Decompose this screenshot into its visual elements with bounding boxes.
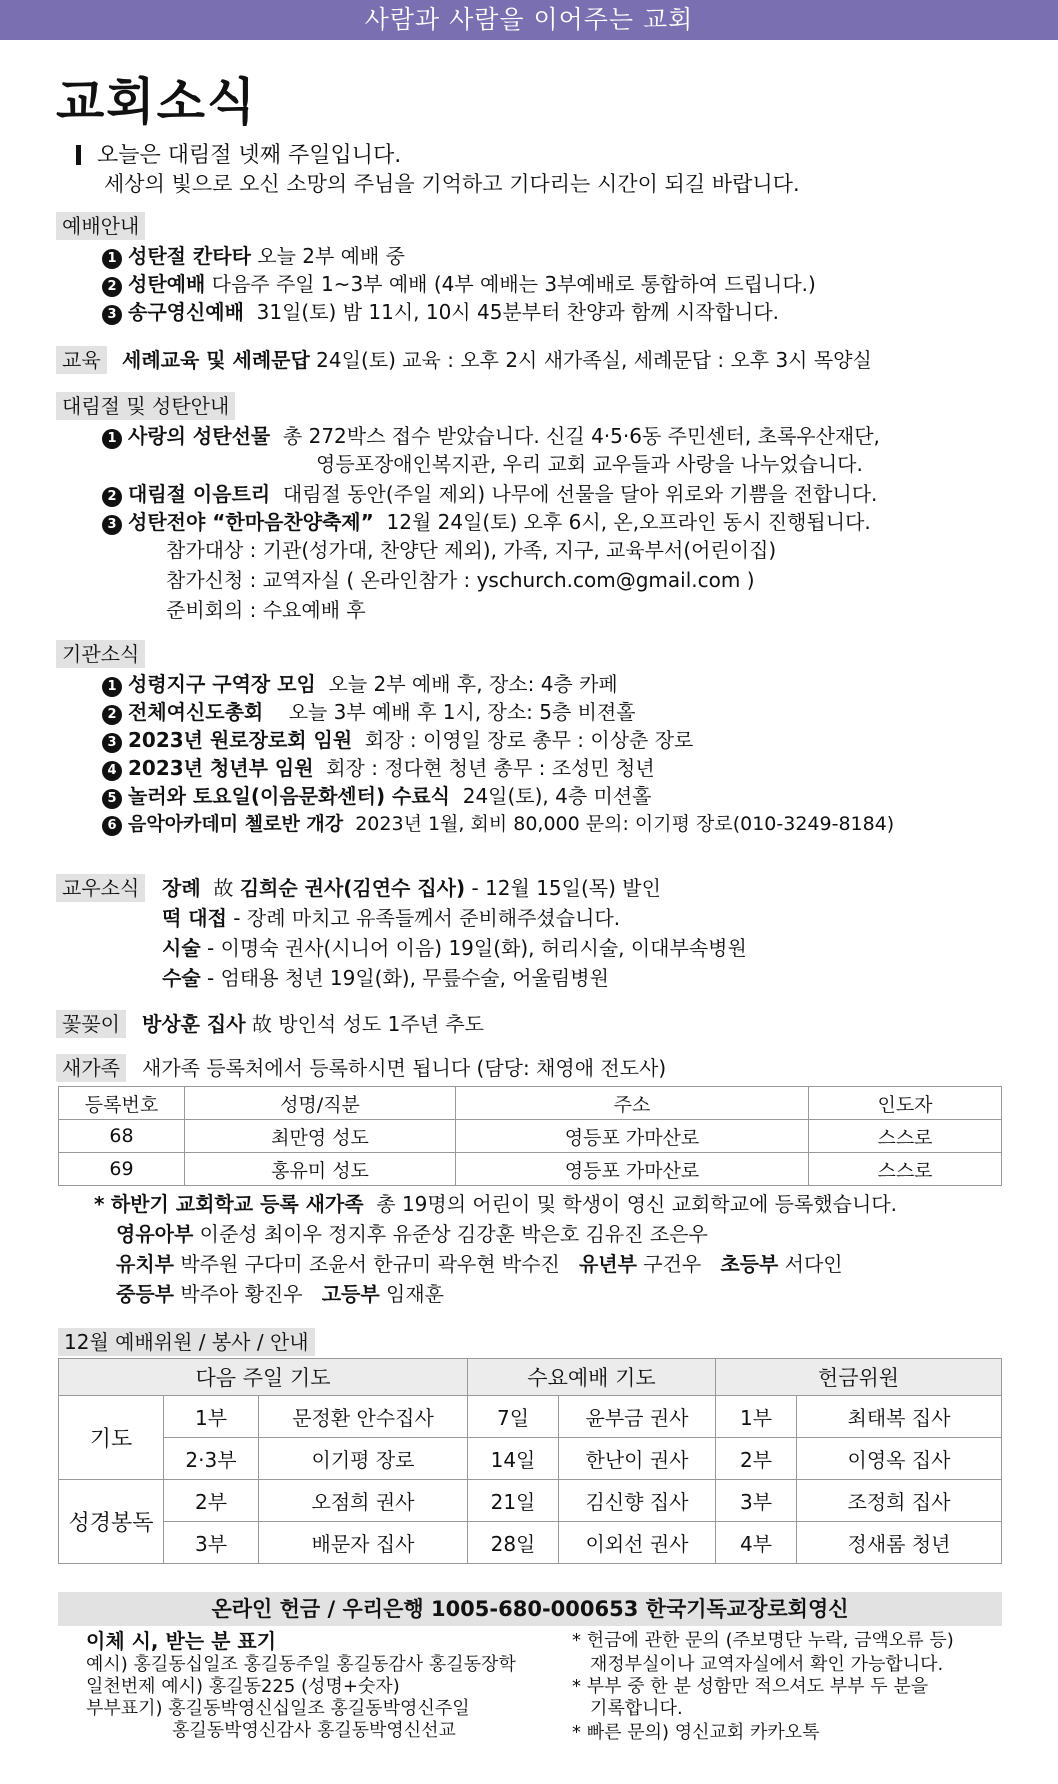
table-cell: 이영옥 집사 [797, 1438, 1002, 1480]
advent-sub: 참가대상 : 기관(성가대, 찬양단 제외), 가족, 지구, 교육부서(어린이집) [166, 538, 777, 562]
table-cell: 2부 [716, 1438, 797, 1480]
number-icon: 5 [102, 789, 122, 809]
bank-right-line: * 헌금에 관한 문의 (주보명단 누락, 금액오류 등) [572, 1630, 954, 1651]
table-cell: 정새롬 청년 [797, 1522, 1002, 1564]
dept-line: 유치부 박주원 구다미 조윤서 한규미 곽우현 박수진 유년부 구건우 초등부 서다인 [116, 1252, 843, 1276]
number-icon: 1 [102, 429, 122, 449]
column-header: 인도자 [809, 1087, 1002, 1120]
table-cell: 최태복 집사 [797, 1396, 1002, 1438]
section-header-worship: 예배안내 [56, 212, 145, 240]
table-cell: 7일 [468, 1396, 559, 1438]
org-item: 2 전체여신도총회 오늘 3부 예배 후 1시, 장소: 5층 비젼홀 [102, 698, 636, 726]
org-item: 6 음악아카데미 첼로반 개강 2023년 1월, 회비 80,000 문의: 이기평 장로(010-3249-8184) [102, 810, 894, 838]
column-header: 수요예배 기도 [468, 1359, 716, 1396]
table-cell: 4부 [716, 1522, 797, 1564]
number-icon: 2 [102, 277, 122, 297]
table-cell: 오점희 권사 [259, 1480, 468, 1522]
table-cell: 2·3부 [164, 1438, 259, 1480]
advent-item: 3 성탄전야 “한마음찬양축제” 12월 24일(토) 오후 6시, 온,오프라인 동시 진행됩니다. [102, 508, 871, 536]
column-header: 헌금위원 [716, 1359, 1002, 1396]
worship-item: 1 성탄절 칸타타 오늘 2부 예배 중 [102, 242, 405, 270]
table-cell: 3부 [716, 1480, 797, 1522]
education-line: 세례교육 및 세례문답 24일(토) 교육 : 오후 2시 새가족실, 세례문답 : 오후 3시 목양실 [122, 348, 872, 372]
table-cell: 28일 [468, 1522, 559, 1564]
table-cell: 영등포 가마산로 [456, 1153, 809, 1186]
column-header: 주소 [456, 1087, 809, 1120]
worship-item: 2 성탄예배 다음주 주일 1~3부 예배 (4부 예배는 3부예배로 통합하여 드립니다.) [102, 270, 816, 298]
intro-text-1: 오늘은 대림절 넷째 주일입니다. [97, 143, 402, 168]
bank-left-line: 홍길동박영신감사 홍길동박영신선교 [172, 1720, 456, 1741]
intro-line [76, 138, 401, 169]
number-icon: 6 [102, 816, 122, 836]
advent-item: 1 사랑의 성탄선물 총 272박스 접수 받았습니다. 신길 4·5·6동 주민센터, 초록우산재단, [102, 422, 880, 450]
bank-left-line: 예시) 홍길동십일조 홍길동주일 홍길동감사 홍길동장학 [86, 1654, 516, 1675]
table-row [59, 1522, 1002, 1564]
table-cell: 3부 [164, 1522, 259, 1564]
org-item: 5 놀러와 토요일(이음문화센터) 수료식 24일(토), 4층 미션홀 [102, 782, 652, 810]
newfamily-note: * 하반기 교회학교 등록 새가족 총 19명의 어린이 및 학생이 영신 교회학교에 등록했습니다. [94, 1192, 897, 1216]
table-cell: 최만영 성도 [185, 1120, 456, 1153]
table-cell: 홍유미 성도 [185, 1153, 456, 1186]
dept-line: 중등부 박주아 황진우 고등부 임재훈 [116, 1282, 444, 1306]
advent-item: 2 대림절 이음트리 대림절 동안(주일 제외) 나무에 선물을 달아 위로와 기쁨을 전합니다. [102, 480, 877, 508]
advent-item-cont: 영등포장애인복지관, 우리 교회 교우들과 사랑을 나누었습니다. [316, 452, 863, 476]
table-cell: 김신향 집사 [559, 1480, 716, 1522]
bank-right-line: 재정부실이나 교역자실에서 확인 가능합니다. [590, 1654, 944, 1675]
number-icon: 1 [102, 677, 122, 697]
section-header-flowers: 꽃꽂이 [56, 1010, 126, 1038]
number-icon: 1 [102, 249, 122, 269]
table-cell: 21일 [468, 1480, 559, 1522]
table-cell: 68 [59, 1120, 185, 1153]
number-icon: 3 [102, 515, 122, 535]
column-header: 성명/직분 [185, 1087, 456, 1120]
number-icon: 2 [102, 705, 122, 725]
members-line: 시술 - 이명숙 권사(시니어 이음) 19일(화), 허리시술, 이대부속병원 [162, 936, 747, 960]
dept-line: 영유아부 이준성 최이우 정지후 유준상 김강훈 박은호 김유진 조은우 [116, 1222, 708, 1246]
org-item: 1 성령지구 구역장 모임 오늘 2부 예배 후, 장소: 4층 카페 [102, 670, 618, 698]
section-header-education: 교육 [56, 346, 107, 374]
table-cell: 조정희 집사 [797, 1480, 1002, 1522]
advent-sub: 참가신청 : 교역자실 ( 온라인참가 : yschurch.com@gmail.com ) [166, 568, 755, 592]
table-cell: 이외선 권사 [559, 1522, 716, 1564]
number-icon: 2 [102, 487, 122, 507]
header-banner: 사람과 사람을 이어주는 교회 [0, 0, 1058, 40]
newfamily-text: 새가족 등록처에서 등록하시면 됩니다 (담당: 채영애 전도사) [142, 1056, 667, 1080]
row-group-label: 성경봉독 [59, 1480, 164, 1564]
section-header-newfamily: 새가족 [56, 1054, 126, 1082]
table-row [59, 1480, 1002, 1522]
table-header-row [59, 1359, 1002, 1396]
page-title: 교회소식 [56, 72, 258, 131]
advent-sub: 준비회의 : 수요예배 후 [166, 598, 366, 622]
bank-right-line: * 빠른 문의) 영신교회 카카오톡 [572, 1722, 820, 1743]
table-cell: 한난이 권사 [559, 1438, 716, 1480]
org-item: 3 2023년 원로장로회 임원 회장 : 이영일 장로 총무 : 이상춘 장로 [102, 726, 693, 754]
table-cell: 윤부금 권사 [559, 1396, 716, 1438]
flowers-line: 방상훈 집사 故 방인석 성도 1주년 추도 [142, 1012, 484, 1036]
table-cell: 2부 [164, 1480, 259, 1522]
members-line: 장례 故 김희순 권사(김연수 집사) - 12월 15일(목) 발인 [162, 876, 661, 900]
bank-left-title: 이체 시, 받는 분 표기 [86, 1629, 277, 1653]
table-cell: 스스로 [809, 1153, 1002, 1186]
worship-item: 3 송구영신예배 31일(토) 밤 11시, 10시 45분부터 찬양과 함께 시작합니다. [102, 298, 779, 326]
number-icon: 3 [102, 733, 122, 753]
bank-right-line: * 부부 중 한 분 성함만 적으셔도 부부 두 분을 [572, 1676, 929, 1697]
table-row [59, 1396, 1002, 1438]
table-cell: 14일 [468, 1438, 559, 1480]
section-header-advent: 대림절 및 성탄안내 [56, 392, 235, 420]
number-icon: 3 [102, 305, 122, 325]
row-group-label: 기도 [59, 1396, 164, 1480]
table-row [59, 1438, 1002, 1480]
org-item: 4 2023년 청년부 임원 회장 : 정다현 청년 총무 : 조성민 청년 [102, 754, 655, 782]
column-header: 다음 주일 기도 [59, 1359, 468, 1396]
section-header-orgs: 기관소식 [56, 640, 145, 668]
table-row [59, 1153, 1002, 1186]
table-cell: 스스로 [809, 1120, 1002, 1153]
table-cell: 이기평 장로 [259, 1438, 468, 1480]
members-line: 수술 - 엄태용 청년 19일(화), 무릎수술, 어울림병원 [162, 966, 609, 990]
table-cell: 1부 [716, 1396, 797, 1438]
bank-left-line: 부부표기) 홍길동박영신십일조 홍길동박영신주일 [86, 1698, 470, 1719]
bank-right-line: 기록합니다. [590, 1698, 683, 1719]
members-line: 떡 대접 - 장례 마치고 유족들께서 준비해주셨습니다. [162, 906, 621, 930]
table-cell: 문정환 안수집사 [259, 1396, 468, 1438]
section-header-members: 교우소식 [56, 874, 145, 902]
section-header-roster: 12월 예배위원 / 봉사 / 안내 [58, 1328, 315, 1356]
table-cell: 1부 [164, 1396, 259, 1438]
column-header: 등록번호 [59, 1087, 185, 1120]
table-header-row [59, 1087, 1002, 1120]
table-cell: 배문자 집사 [259, 1522, 468, 1564]
bar-icon [76, 145, 81, 165]
roster-table [58, 1358, 1002, 1564]
bank-left-line: 일천번제 예시) 홍길동225 (성명+숫자) [86, 1676, 400, 1697]
table-row [59, 1120, 1002, 1153]
newfamily-table [58, 1086, 1002, 1186]
online-offering-bar: 온라인 헌금 / 우리은행 1005-680-000653 한국기독교장로회영신 [58, 1592, 1002, 1626]
table-cell: 69 [59, 1153, 185, 1186]
intro-text-2: 세상의 빛으로 오신 소망의 주님을 기억하고 기다리는 시간이 되길 바랍니다. [104, 172, 800, 196]
number-icon: 4 [102, 761, 122, 781]
table-cell: 영등포 가마산로 [456, 1120, 809, 1153]
